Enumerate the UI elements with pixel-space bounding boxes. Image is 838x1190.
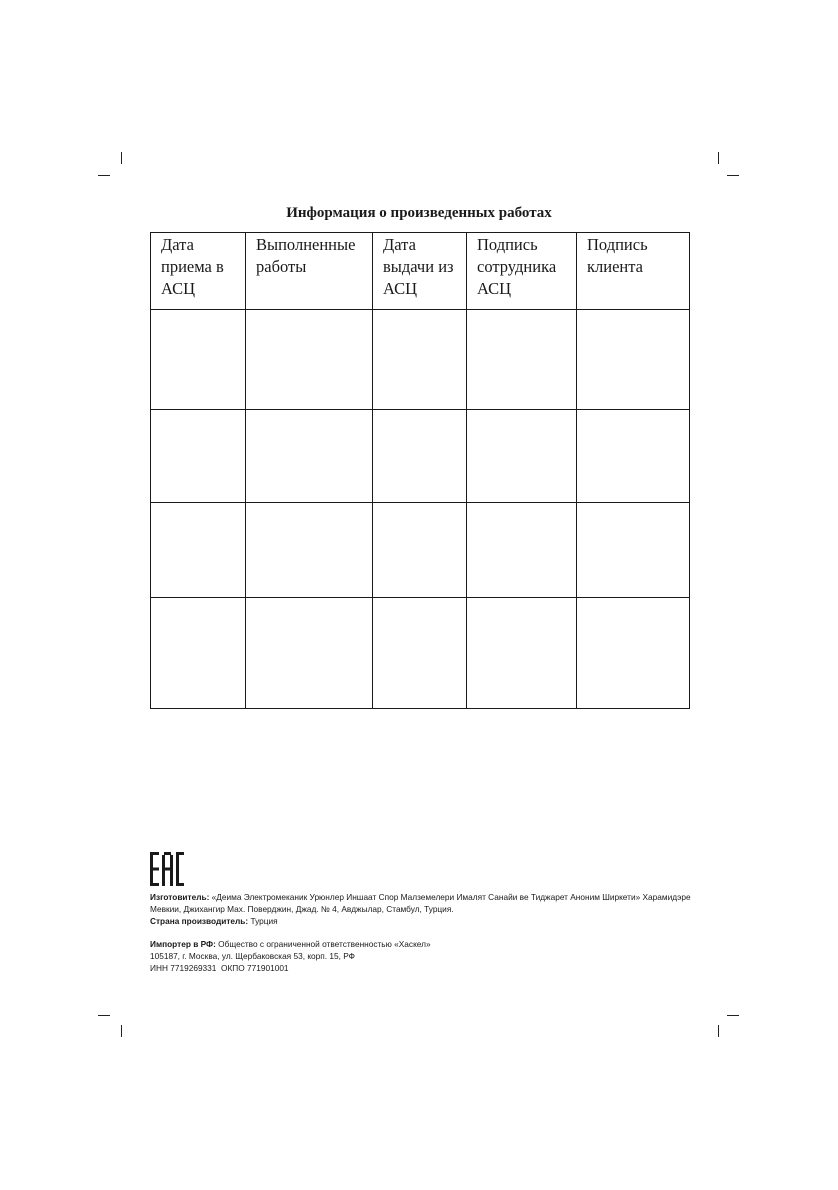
importer-address: 105187, г. Москва, ул. Щербаковская 53, корп. 15, РФ	[150, 951, 355, 961]
table-cell	[246, 503, 373, 598]
table-cell	[246, 310, 373, 410]
page-title: Информация о произведенных работах	[286, 205, 552, 221]
table-cell	[577, 410, 690, 503]
manufacturer-text: «Деима Электромеканик Урюнлер Иншаат Спор Малземелери Ималят Санайи ве Тиджарет Аноним Ширкети» Харамидэре	[209, 892, 691, 902]
header-cell-client-signature: Подпись клиента	[577, 233, 690, 310]
table-row	[151, 410, 690, 503]
table-cell	[373, 503, 467, 598]
importer-ids: ИНН 7719269331 ОКПО 771901001	[150, 963, 289, 973]
crop-mark-bottom-left-h	[98, 1015, 110, 1016]
importer-label: Импортер в РФ:	[150, 939, 216, 949]
table-cell	[577, 503, 690, 598]
table-cell	[577, 598, 690, 709]
crop-mark-bottom-right-h	[727, 1015, 739, 1016]
importer-line	[150, 939, 710, 950]
table-cell	[151, 503, 246, 598]
table-cell	[467, 598, 577, 709]
table-cell	[373, 598, 467, 709]
importer-text: Общество с ограниченной ответственностью «Хаскел»	[215, 939, 431, 949]
table-cell	[373, 310, 467, 410]
table-cell	[246, 598, 373, 709]
crop-mark-top-right-v	[718, 152, 719, 164]
crop-mark-top-right-h	[727, 175, 739, 176]
manufacturer-line-1	[150, 892, 710, 903]
crop-mark-top-left-h	[98, 175, 110, 176]
table-cell	[467, 410, 577, 503]
table-cell	[467, 503, 577, 598]
crop-mark-top-left-v	[121, 152, 122, 164]
table-cell	[246, 410, 373, 503]
country-label: Страна производитель:	[150, 916, 249, 926]
header-cell-work-done: Выполненные работы	[246, 233, 373, 310]
table-row	[151, 598, 690, 709]
manufacturer-label: Изготовитель:	[150, 892, 210, 902]
table-row	[151, 310, 690, 410]
table-cell	[151, 410, 246, 503]
table-cell	[467, 310, 577, 410]
header-cell-release-date: Дата выдачи из АСЦ	[373, 233, 467, 310]
table-row	[151, 503, 690, 598]
table-header-row	[151, 233, 690, 310]
crop-mark-bottom-left-v	[121, 1025, 122, 1037]
country-value: Турция	[248, 916, 278, 926]
crop-mark-bottom-right-v	[718, 1025, 719, 1037]
table-cell	[151, 310, 246, 410]
table-cell	[151, 598, 246, 709]
table-cell	[373, 410, 467, 503]
work-info-table	[150, 232, 690, 709]
country-line	[150, 916, 710, 927]
header-cell-intake-date: Дата приема в АСЦ	[151, 233, 246, 310]
header-cell-staff-signature: Подпись сотрудника АСЦ	[467, 233, 577, 310]
table-cell	[577, 310, 690, 410]
eac-mark-icon	[150, 852, 184, 886]
manufacturer-line-2: Мевкии, Джихангир Мах. Поверджин, Джад. № 4, Авджылар, Стамбул, Турция.	[150, 904, 454, 914]
